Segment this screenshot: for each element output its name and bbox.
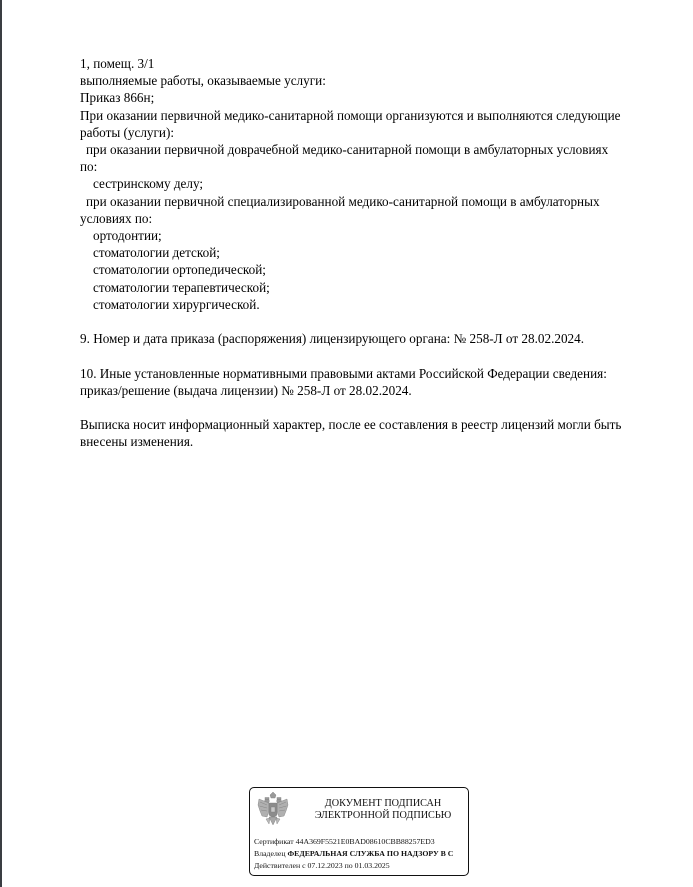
services-list bbox=[80, 55, 640, 313]
disclaimer-line-2: внесены изменения. bbox=[80, 434, 194, 450]
spacer bbox=[80, 313, 640, 330]
owner-value: ФЕДЕРАЛЬНАЯ СЛУЖБА ПО НАДЗОРУ В С bbox=[287, 849, 454, 858]
certificate-value: 44A369F5521E0BAD08610CBB88257ED3 bbox=[295, 837, 435, 846]
valid-to-label: по bbox=[344, 861, 353, 870]
certificate-line bbox=[254, 837, 435, 846]
text-line: при оказании первичной специализированной медико-санитарной помощи в амбулаторных bbox=[86, 193, 600, 209]
other-info-line-1: 10. Иные установленные нормативными правовыми актами Российской Федерации сведения: bbox=[80, 365, 607, 381]
valid-from: 07.12.2023 bbox=[307, 861, 343, 870]
text-line: 1, помещ. 3/1 bbox=[80, 56, 155, 71]
service-item: стоматологии хирургической. bbox=[93, 296, 260, 312]
document-body bbox=[80, 55, 640, 451]
disclaimer-line-1: Выписка носит информационный характер, после ее составления в реестр лицензий могли быть bbox=[80, 417, 622, 433]
service-item: стоматологии ортопедической; bbox=[93, 262, 266, 278]
spacer bbox=[80, 399, 640, 416]
validity-line bbox=[254, 861, 390, 870]
valid-label: Действителен с bbox=[254, 861, 306, 870]
viewer-left-edge bbox=[0, 0, 2, 887]
electronic-signature-stamp bbox=[249, 787, 469, 876]
spacer bbox=[80, 347, 640, 364]
coat-of-arms-icon bbox=[256, 791, 290, 831]
order-number-line: 9. Номер и дата приказа (распоряжения) лицензирующего органа: № 258-Л от 28.02.2024. bbox=[80, 331, 585, 347]
valid-to: 01.03.2025 bbox=[354, 861, 390, 870]
text-line: При оказании первичной медико-санитарной помощи организуются и выполняются следующие bbox=[80, 107, 621, 123]
text-line: Приказ 866н; bbox=[80, 90, 155, 106]
service-item: сестринскому делу; bbox=[93, 176, 204, 192]
stamp-title bbox=[298, 798, 468, 823]
text-line: работы (услуги): bbox=[80, 124, 175, 140]
other-info-line-2: приказ/решение (выдача лицензии) № 258-Л от 28.02.2024. bbox=[80, 382, 412, 398]
owner-label: Владелец bbox=[254, 849, 286, 858]
text-line: выполняемые работы, оказываемые услуги: bbox=[80, 73, 326, 89]
text-line: условиях по: bbox=[80, 210, 153, 226]
stamp-title-line-1: ДОКУМЕНТ ПОДПИСАН bbox=[324, 798, 442, 809]
service-item: стоматологии терапевтической; bbox=[93, 279, 270, 295]
text-line: по: bbox=[80, 159, 98, 175]
stamp-title-line-2: ЭЛЕКТРОННОЙ ПОДПИСЬЮ bbox=[314, 810, 452, 822]
text-line: при оказании первичной доврачебной медико-санитарной помощи в амбулаторных условиях bbox=[86, 142, 609, 158]
owner-line bbox=[254, 849, 453, 858]
certificate-label: Сертификат bbox=[254, 837, 294, 846]
service-item: ортодонтии; bbox=[93, 228, 162, 244]
service-item: стоматологии детской; bbox=[93, 245, 220, 261]
